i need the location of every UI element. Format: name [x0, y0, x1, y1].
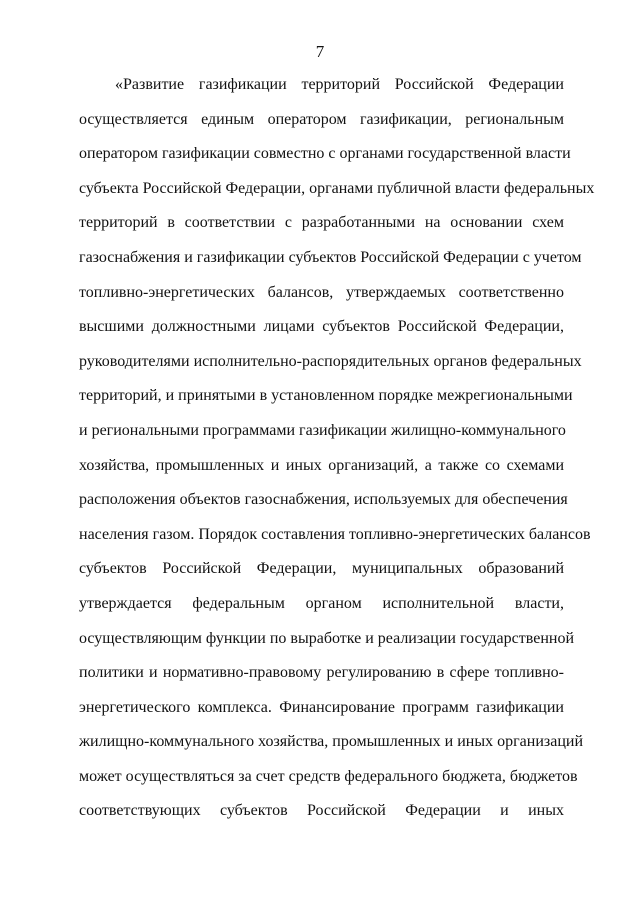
- text-line: жилищно-коммунального хозяйства, промышленных и иных организаций: [79, 733, 584, 751]
- body-paragraph: [79, 68, 595, 829]
- text-line: расположения объектов газоснабжения, используемых для обеспечения: [79, 491, 568, 509]
- text-line: соответствующих субъектов Российской Федерации и иных: [79, 802, 564, 820]
- text-line: топливно-энергетических балансов, утверждаемых соответственно: [79, 283, 564, 301]
- text-line: осуществляется единым оператором газификации, региональным: [79, 110, 564, 128]
- text-line: руководителями исполнительно-распорядительных органов федеральных: [79, 352, 582, 370]
- text-line: газоснабжения и газификации субъектов Российской Федерации с учетом: [79, 248, 582, 266]
- text-line: хозяйства, промышленных и иных организаций, а также со схемами: [79, 456, 564, 474]
- text-line: субъекта Российской Федерации, органами публичной власти федеральных: [79, 179, 595, 197]
- text-line: политики и нормативно-правовому регулированию в сфере топливно-: [79, 664, 564, 682]
- text-line: и региональными программами газификации жилищно-коммунального: [79, 421, 566, 439]
- text-line: высшими должностными лицами субъектов Российской Федерации,: [79, 318, 564, 336]
- text-line: субъектов Российской Федерации, муниципальных образований: [79, 560, 564, 578]
- text-line: территорий, и принятыми в установленном порядке межрегиональными: [79, 387, 573, 405]
- text-line: оператором газификации совместно с органами государственной власти: [79, 145, 571, 163]
- text-line: «Развитие газификации территорий Российской Федерации: [115, 76, 564, 93]
- page-number: 7: [315, 42, 325, 61]
- text-line: энергетического комплекса. Финансирование программ газификации: [79, 698, 564, 716]
- text-line: может осуществляться за счет средств федерального бюджета, бюджетов: [79, 767, 578, 785]
- text-line: населения газом. Порядок составления топливно-энергетических балансов: [79, 525, 591, 543]
- text-line: территорий в соответствии с разработанными на основании схем: [79, 214, 564, 232]
- text-line: утверждается федеральным органом исполнительной власти,: [79, 594, 564, 612]
- text-line: осуществляющим функции по выработке и реализации государственной: [79, 629, 574, 647]
